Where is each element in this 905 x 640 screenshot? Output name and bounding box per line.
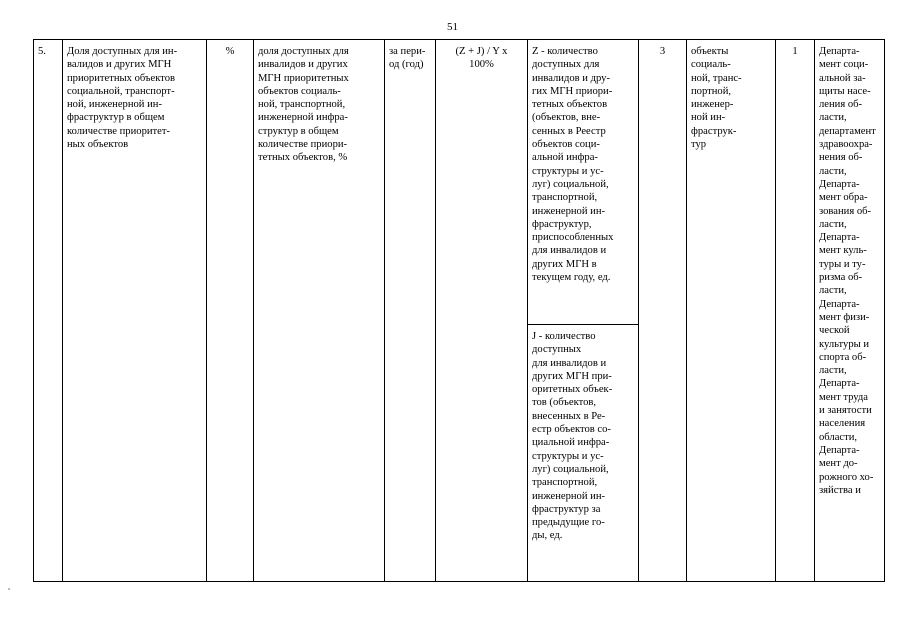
row-number-cell	[34, 40, 63, 582]
table-row	[34, 40, 885, 325]
definition: доля доступных для инвалидов и других МГН приоритетных объектов социаль- ной, транспортной, инженерной инфра- структур в общем количестве приори- тетных объектов, %	[258, 46, 349, 164]
frequency-code-cell	[776, 40, 815, 582]
formula-cell	[436, 40, 528, 582]
variable-z-cell	[528, 40, 639, 325]
observation-unit: объекты социаль- ной, транс- портной, инженер- ной ин- фраструк- тур	[691, 46, 742, 151]
indicator-name: Доля доступных для ин- валидов и других МГН приоритетных объектов социальной, транспорт- ной, инженерной ин- фраструктур в общем количестве приоритет- ных объектов	[67, 46, 178, 151]
definition-cell	[254, 40, 385, 582]
page-number: 51	[447, 21, 458, 33]
frequency-code: 1	[792, 46, 798, 57]
scan-artifact	[8, 588, 10, 590]
method-code-cell	[639, 40, 687, 582]
indicator-table	[33, 39, 885, 582]
period-cell	[385, 40, 436, 582]
responsible-cell	[815, 40, 885, 582]
indicator-name-cell	[63, 40, 207, 582]
method-code: 3	[659, 46, 666, 57]
variable-z: Z - количество доступных для инвалидов и дру- гих МГН приори- тетных объектов (объектов, вне- сенных в Реестр объектов соци- альной инфра- структуры и ус- луг) социальной, транспортной, инженерной ин- фраструктур, приспособленных для инвалидов и других МГН в текущем году, ед.	[532, 46, 614, 284]
responsible-bodies: Департа- мент соци- альной за- щиты насе- ления об- ласти, департамент здравоохра- нения об- ласти, Департа- мент обра- зования об- ласти, Департа- мент куль- туры и ту- ризма об- ласти, Департа- мент физи- ческой культуры и спорта об- ласти, Департа- мент труда и занятости населения области, Департа- мент до- рожного хо- зяйства и	[819, 46, 876, 496]
formula: (Z + J) / Y x 100%	[455, 46, 508, 71]
row-number: 5.	[38, 46, 46, 57]
unit-cell	[207, 40, 254, 582]
variable-j-cell	[528, 325, 639, 582]
observation-cell	[687, 40, 776, 582]
variable-j: J - количество доступных для инвалидов и других МГН при- оритетных объек- тов (объектов, внесенных в Ре- естр объектов со- циальной инфра- структуры и ус- луг) социальной, транспортной, инженерной ин- фраструктур за предыдущие го- ды, ед.	[532, 331, 613, 542]
period: за пери- од (год)	[389, 46, 426, 71]
unit: %	[225, 46, 235, 57]
